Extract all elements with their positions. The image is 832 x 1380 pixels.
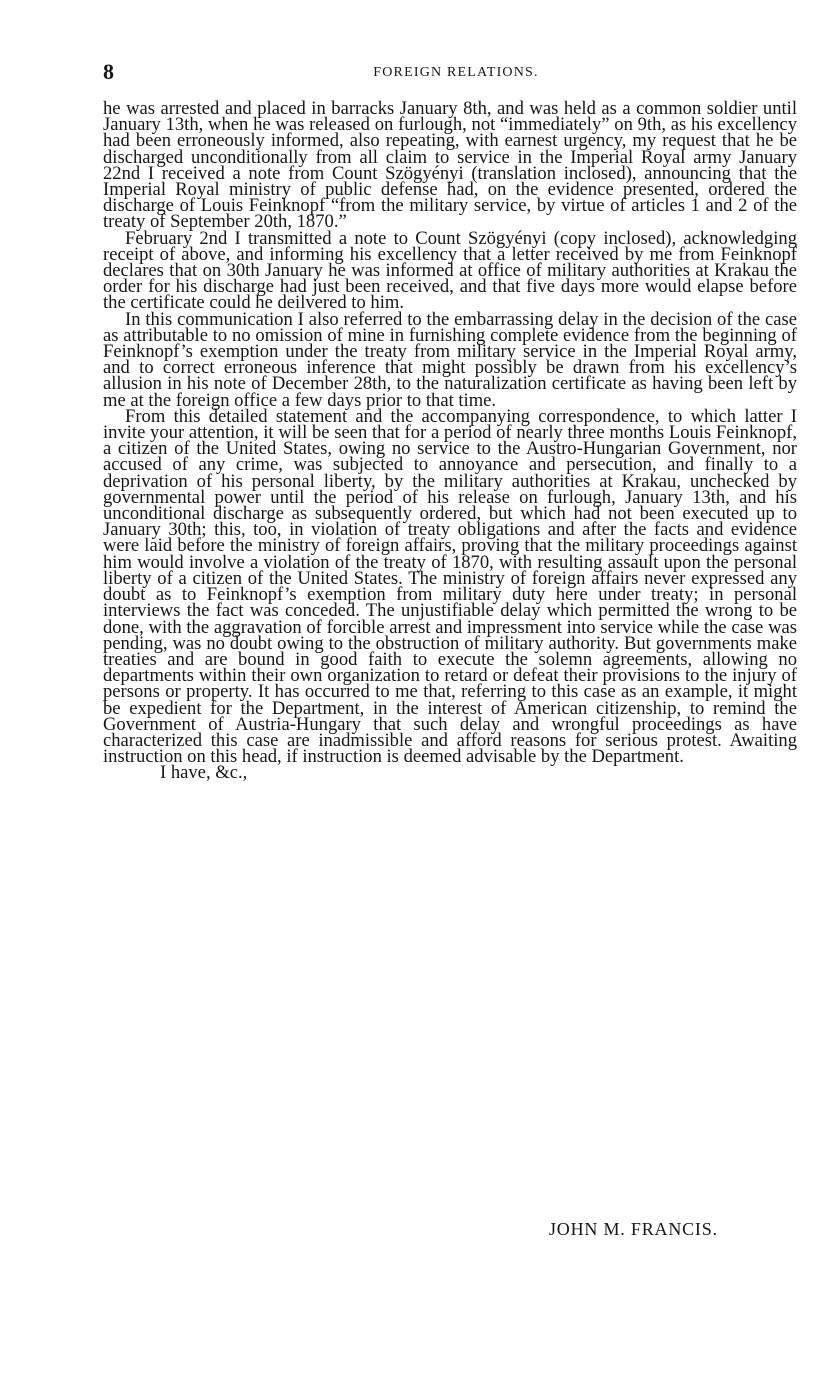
paragraph-continuation: he was arrested and placed in barracks January 8th, and was held as a common soldier until January 13th, when he was released on furlough, not “immediately” on 9th, as his excellency had been erroneously informed, also repeating, with earnest urgency, my request that he be discharged unconditionally from all claim to service in the Imperial Royal army January 22nd I received a note from Count Szögyényi (translation inclosed), announcing that the Imperial Royal ministry of public defense had, on the evidence presented, ordered the discharge of Louis Feinknopf “from the military service, by virtue of articles 1 and 2 of the treaty of September 20th, 1870.” — [103, 98, 797, 233]
letter-body — [103, 98, 797, 784]
closing-line: I have, &c., — [160, 762, 248, 784]
signature: JOHN M. FRANCIS. — [549, 1219, 718, 1239]
page-header — [103, 58, 797, 88]
paragraph-communication: In this communication I also referred to the embarrassing delay in the decision of the case as attributable to no omission of mine in furnishing complete evidence from the beginning of Feinknopf’s exemption under the treaty from military service in the Imperial Royal army, and to correct erroneous inference that might possibly be drawn from his excellency’s allusion in his note of December 28th, to the naturalization certificate as having been left by me at the foreign office a few days prior to that time. — [103, 308, 797, 411]
running-head: FOREIGN RELATIONS. — [373, 65, 539, 80]
paragraph-detailed-statement: From this detailed statement and the accompanying correspondence, to which latter I invite your attention, it will be seen that for a period of nearly three months Louis Feinknopf, a citizen of the United States, owing no service to the Austro-Hungarian Government, nor accused of any crime, was subjected to annoyance and persecution, and finally to a deprivation of his personal liberty, by the military authorities at Krakau, unchecked by governmental power until the period of his release on furlough, January 13th, and his unconditional discharge as subsequently ordered, but which had not been executed up to January 30th; this, too, in violation of treaty obligations and after the facts and evidence were laid before the ministry of foreign affairs, proving that the military proceedings against him would involve a violation of the treaty of 1870, with resulting assault upon the personal liberty of a citizen of the United States. The ministry of foreign affairs never expressed any doubt as to Feinknopf’s exemption from military duty here under treaty; in personal interviews the fact was conceded. The unjustifiable delay which permitted the wrong to be done, with the aggravation of forcible arrest and impressment into service while the case was pending, was no doubt owing to the obstruction of military authority. But governments make treaties and are bound in good faith to execute the solemn agreements, allowing no departments within their own organization to retard or defeat their provisions to the injury of persons or property. It has occurred to me that, referring to this case as an example, it might be expedient for the Department, in the interest of American citizenship, to remind the Government of Austria-Hungary that such delay and wrongful proceedings as have characterized this case are inadmissible and afford reasons for serious protest. Awaiting instruction on this head, if instruction is deemed advisable by the Department. — [103, 405, 797, 768]
paragraph-february-note: February 2nd I transmitted a note to Count Szögyényi (copy inclosed), acknowledging receipt of above, and informing his excellency that a letter received by me from Feinknopf declares that on 30th January he was informed at office of military authorities at Krakau the order for his discharge had just been received, and that five days more would elapse before the certificate could he deilvered to him. — [103, 227, 797, 314]
page-number: 8 — [103, 59, 114, 84]
